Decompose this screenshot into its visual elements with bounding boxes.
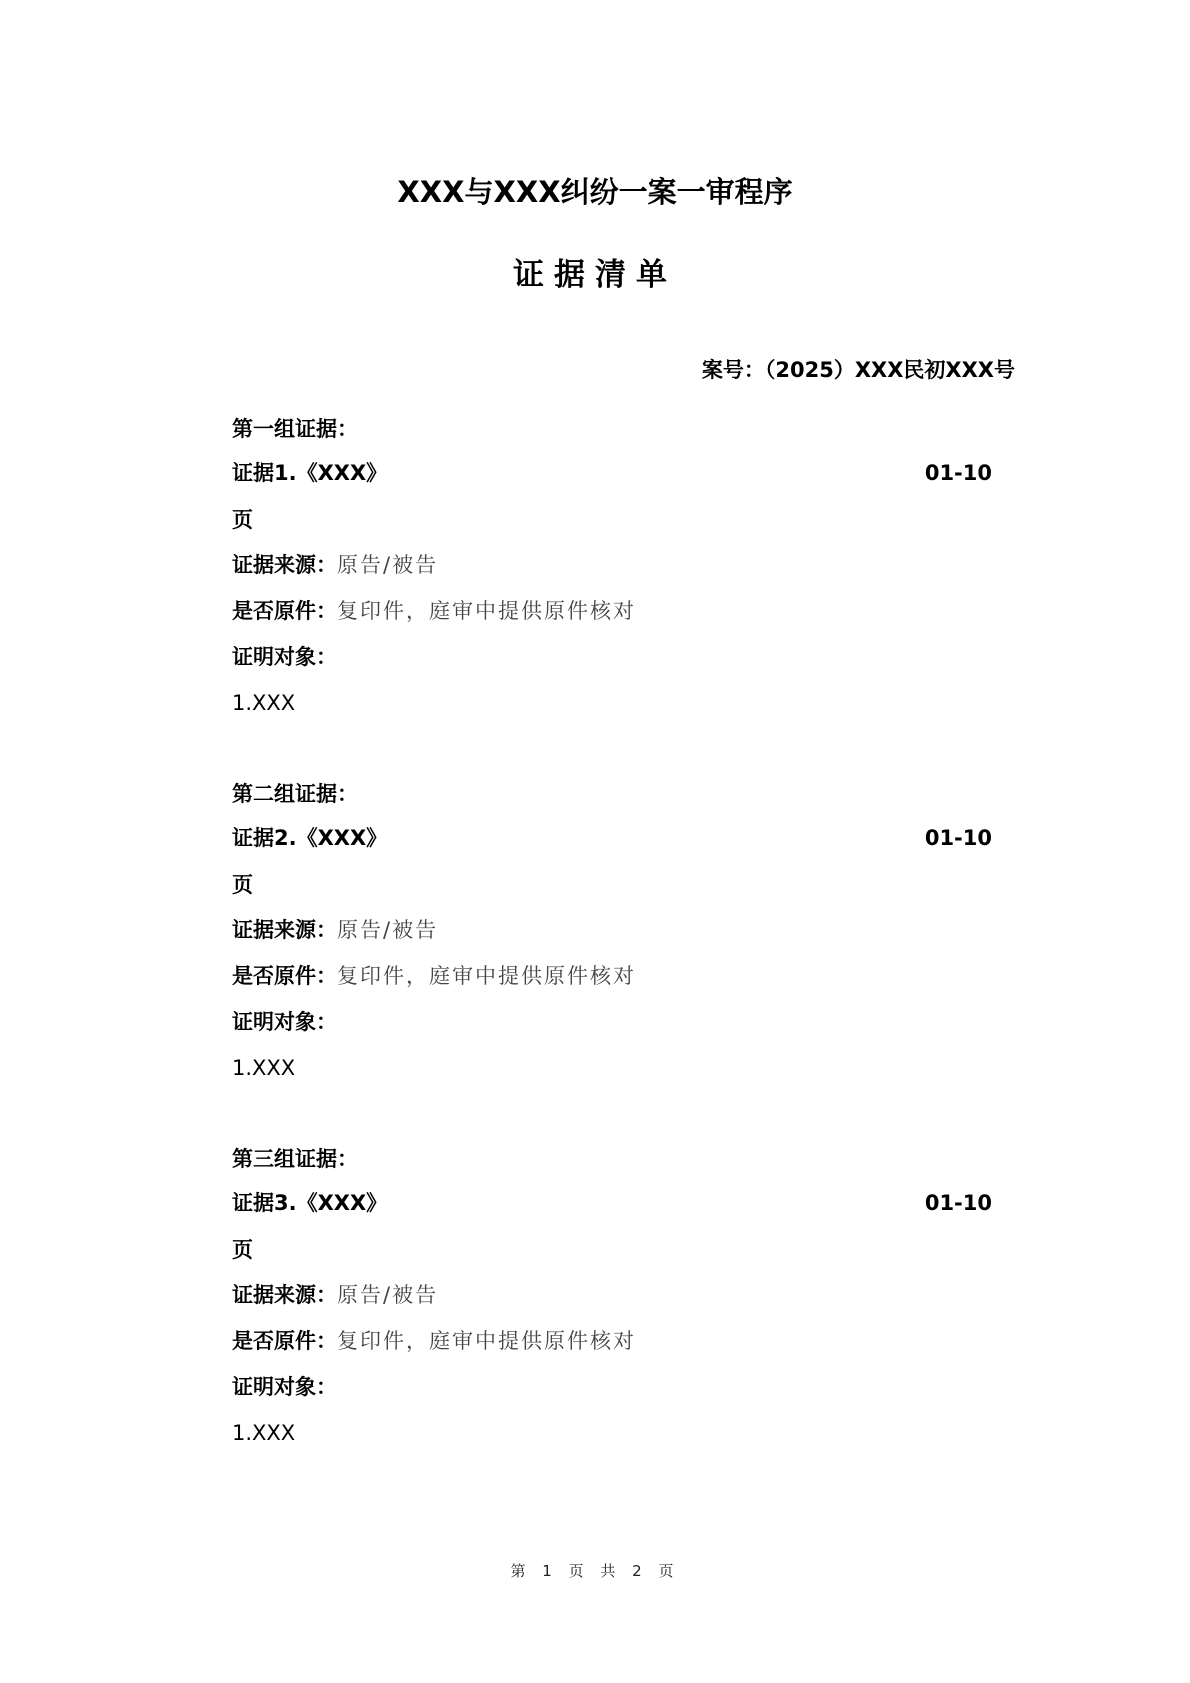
document-title: XXX与XXX纠纷一案一审程序 bbox=[397, 175, 793, 209]
footer-suffix: 页 bbox=[658, 1562, 680, 1580]
evidence-original bbox=[232, 963, 636, 989]
source-label: 证据来源： bbox=[232, 1283, 337, 1307]
footer-prefix: 第 bbox=[510, 1562, 532, 1580]
original-value: 复印件，庭审中提供原件核对 bbox=[337, 599, 636, 623]
evidence-pages-unit: 页 bbox=[232, 508, 253, 532]
purpose-item: 1.XXX bbox=[232, 691, 296, 715]
evidence-title: 证据3.《XXX》 bbox=[232, 1191, 388, 1215]
evidence-pages-range: 01-10 bbox=[924, 461, 992, 485]
footer-middle: 页 共 bbox=[568, 1562, 622, 1580]
evidence-source bbox=[232, 1282, 438, 1308]
purpose-label: 证明对象： bbox=[232, 1010, 337, 1034]
purpose-item: 1.XXX bbox=[232, 1421, 296, 1445]
evidence-original bbox=[232, 598, 636, 624]
evidence-original bbox=[232, 1328, 636, 1354]
evidence-source bbox=[232, 917, 438, 943]
source-label: 证据来源： bbox=[232, 553, 337, 577]
document-subtitle: 证据清单 bbox=[513, 257, 677, 293]
group-heading: 第一组证据： bbox=[232, 417, 358, 441]
evidence-title: 证据1.《XXX》 bbox=[232, 461, 388, 485]
evidence-pages-unit: 页 bbox=[232, 873, 253, 897]
case-number: 案号：（2025）XXX民初XXX号 bbox=[701, 358, 1015, 382]
footer-total-pages: 2 bbox=[632, 1562, 648, 1580]
evidence-pages-range: 01-10 bbox=[924, 826, 992, 850]
source-value: 原告/被告 bbox=[337, 1283, 439, 1307]
purpose-item: 1.XXX bbox=[232, 1056, 296, 1080]
original-value: 复印件，庭审中提供原件核对 bbox=[337, 964, 636, 988]
original-label: 是否原件： bbox=[232, 964, 337, 988]
evidence-pages-range: 01-10 bbox=[924, 1191, 992, 1215]
original-label: 是否原件： bbox=[232, 1329, 337, 1353]
purpose-label: 证明对象： bbox=[232, 645, 337, 669]
original-value: 复印件，庭审中提供原件核对 bbox=[337, 1329, 636, 1353]
source-value: 原告/被告 bbox=[337, 553, 439, 577]
page-footer bbox=[0, 1560, 1190, 1581]
evidence-pages-unit: 页 bbox=[232, 1238, 253, 1262]
evidence-source bbox=[232, 552, 438, 578]
group-heading: 第三组证据： bbox=[232, 1147, 358, 1171]
group-heading: 第二组证据： bbox=[232, 782, 358, 806]
purpose-label: 证明对象： bbox=[232, 1375, 337, 1399]
source-value: 原告/被告 bbox=[337, 918, 439, 942]
evidence-title: 证据2.《XXX》 bbox=[232, 826, 388, 850]
source-label: 证据来源： bbox=[232, 918, 337, 942]
footer-current-page: 1 bbox=[542, 1562, 558, 1580]
original-label: 是否原件： bbox=[232, 599, 337, 623]
